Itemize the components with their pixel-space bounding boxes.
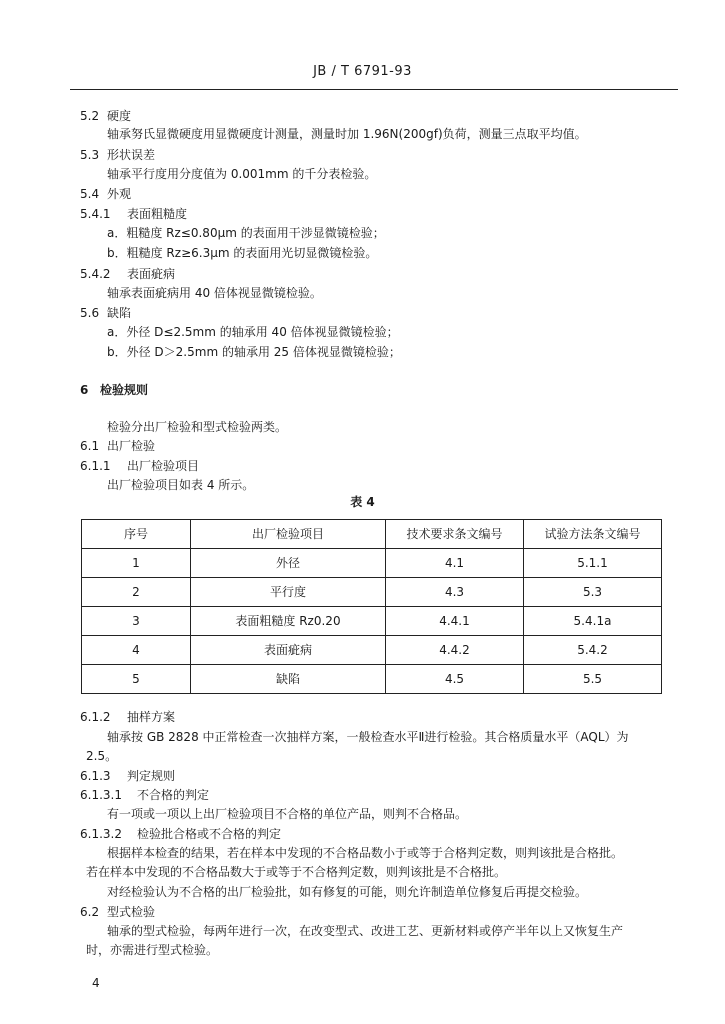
paragraph-line: 轴承的型式检验，每两年进行一次，在改变型式、改进工艺、更新材料或停产半年以上又恢复生产 xyxy=(107,924,624,938)
table-cell: 表面疵病 xyxy=(191,636,386,665)
standard-code-header: JB / T 6791-93 xyxy=(313,64,412,79)
table-cell: 5 xyxy=(82,665,191,694)
paragraph-line: b．粗糙度 Rz≥6.3μm 的表面用光切显微镜检验。 xyxy=(107,246,378,260)
section-heading: 硬度 xyxy=(107,109,132,123)
paragraph-line: 若在样本中发现的不合格品数大于或等于不合格判定数，则判该批是不合格批。 xyxy=(86,865,507,879)
header-rule xyxy=(70,89,678,90)
paragraph-line: 时，亦需进行型式检验。 xyxy=(86,943,219,957)
paragraph-line: a．外径 D≤2.5mm 的轴承用 40 倍体视显微镜检验； xyxy=(107,325,399,339)
column-header: 出厂检验项目 xyxy=(191,520,386,549)
section-heading: 检验批合格或不合格的判定 xyxy=(137,827,282,841)
paragraph-line: 轴承平行度用分度值为 0.001mm 的千分表检验。 xyxy=(107,167,377,181)
paragraph-line: 轴承表面疵病用 40 倍体视显微镜检验。 xyxy=(107,286,322,300)
table-cell: 1 xyxy=(82,549,191,578)
section-heading: 缺陷 xyxy=(107,306,132,320)
table-cell: 外径 xyxy=(191,549,386,578)
table-cell: 表面粗糙度 Rz0.20 xyxy=(191,607,386,636)
table-cell: 4.4.2 xyxy=(386,636,524,665)
section-number: 6.1.1 xyxy=(80,459,111,473)
paragraph-line: 有一项或一项以上出厂检验项目不合格的单位产品，则判不合格品。 xyxy=(107,807,468,821)
table-cell: 5.1.1 xyxy=(524,549,662,578)
table-cell: 平行度 xyxy=(191,578,386,607)
section-number: 5.4 xyxy=(80,187,100,201)
table-cell: 5.5 xyxy=(524,665,662,694)
paragraph-line: 轴承按 GB 2828 中正常检查一次抽样方案，一般检查水平Ⅱ进行检验。其合格质量水平（AQL）为 xyxy=(107,730,629,744)
section-number: 6.1.2 xyxy=(80,710,111,724)
table-row xyxy=(82,665,662,694)
section-heading: 出厂检验项目 xyxy=(127,459,200,473)
paragraph-line: 根据样本检查的结果，若在样本中发现的不合格品数小于或等于合格判定数，则判该批是合格批。 xyxy=(107,846,624,860)
table-cell: 4.1 xyxy=(386,549,524,578)
paragraph-line: b．外径 D＞2.5mm 的轴承用 25 倍体视显微镜检验； xyxy=(107,345,401,359)
table-row xyxy=(82,607,662,636)
section-number: 6.2 xyxy=(80,905,100,919)
paragraph-line: 对经检验认为不合格的出厂检验批，如有修复的可能，则允许制造单位修复后再提交检验。 xyxy=(107,885,588,899)
section-heading: 型式检验 xyxy=(107,905,156,919)
inspection-items-table xyxy=(81,519,662,694)
section-number: 6.1.3.1 xyxy=(80,788,122,802)
table-cell: 4.3 xyxy=(386,578,524,607)
table-cell: 2 xyxy=(82,578,191,607)
paragraph-line: a．粗糙度 Rz≤0.80μm 的表面用干涉显微镜检验； xyxy=(107,226,385,240)
section-number: 6.1.3 xyxy=(80,769,111,783)
section-heading: 表面粗糙度 xyxy=(127,207,188,221)
table-cell: 缺陷 xyxy=(191,665,386,694)
section-heading: 抽样方案 xyxy=(127,710,176,724)
page-number: 4 xyxy=(92,976,100,990)
column-header: 技术要求条文编号 xyxy=(386,520,524,549)
column-header: 序号 xyxy=(82,520,191,549)
table-cell: 5.3 xyxy=(524,578,662,607)
column-header: 试验方法条文编号 xyxy=(524,520,662,549)
section-number: 5.2 xyxy=(80,109,100,123)
table-cell: 3 xyxy=(82,607,191,636)
section-number: 5.6 xyxy=(80,306,100,320)
section-number: 6.1 xyxy=(80,439,100,453)
section-heading: 表面疵病 xyxy=(127,267,176,281)
table-caption: 表 4 xyxy=(350,495,375,509)
table-row xyxy=(82,636,662,665)
table-header-row xyxy=(82,520,662,549)
paragraph-line: 检验分出厂检验和型式检验两类。 xyxy=(107,420,288,434)
table-cell: 4.4.1 xyxy=(386,607,524,636)
section-number: 5.4.1 xyxy=(80,207,111,221)
section-heading: 检验规则 xyxy=(100,383,149,397)
table-row xyxy=(82,549,662,578)
section-heading: 形状误差 xyxy=(107,148,156,162)
table-cell: 4 xyxy=(82,636,191,665)
paragraph-line: 轴承努氏显微硬度用显微硬度计测量，测量时加 1.96N(200gf)负荷，测量三点取平均值。 xyxy=(107,127,587,141)
section-heading: 不合格的判定 xyxy=(137,788,210,802)
section-number: 6.1.3.2 xyxy=(80,827,122,841)
paragraph-line: 2.5。 xyxy=(86,749,118,763)
table-cell: 5.4.1a xyxy=(524,607,662,636)
section-heading: 外观 xyxy=(107,187,132,201)
table-row xyxy=(82,578,662,607)
table-cell: 5.4.2 xyxy=(524,636,662,665)
section-number: 5.3 xyxy=(80,148,100,162)
section-number: 5.4.2 xyxy=(80,267,111,281)
paragraph-line: 出厂检验项目如表 4 所示。 xyxy=(107,478,255,492)
section-heading: 出厂检验 xyxy=(107,439,156,453)
section-number: 6 xyxy=(80,383,89,397)
table-cell: 4.5 xyxy=(386,665,524,694)
section-heading: 判定规则 xyxy=(127,769,176,783)
